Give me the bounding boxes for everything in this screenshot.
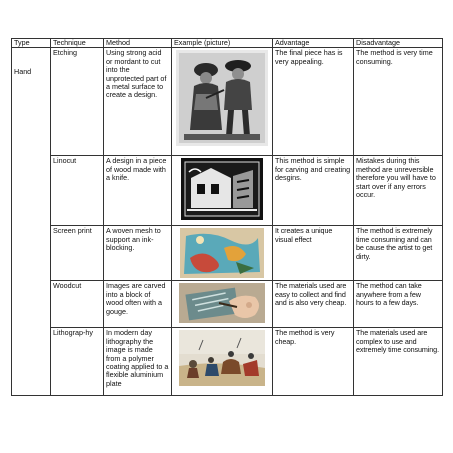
method-cell: In modern day lithography the image is made from a polymer coating applied to a flexible aluminium plate bbox=[104, 328, 172, 396]
technique-cell: Woodcut bbox=[51, 281, 104, 328]
table-row bbox=[12, 226, 443, 281]
technique-cell: Screen print bbox=[51, 226, 104, 281]
method-cell: Using strong acid or mordant to cut into the unprotected part of a metal surface to create a design. bbox=[104, 48, 172, 156]
advantage-cell: The final piece has is very appealing. bbox=[273, 48, 354, 156]
technique-cell: Etching bbox=[51, 48, 104, 156]
advantage-cell: The materials used are easy to collect and find and is also very cheap. bbox=[273, 281, 354, 328]
advantage-cell: It creates a unique visual effect bbox=[273, 226, 354, 281]
header-type: Type bbox=[12, 39, 51, 48]
header-disadvantage: Disadvantage bbox=[354, 39, 443, 48]
method-cell: A design in a piece of wood made with a knife. bbox=[104, 156, 172, 226]
method-cell: A woven mesh to support an ink-blocking. bbox=[104, 226, 172, 281]
example-cell bbox=[172, 281, 273, 328]
disadvantage-cell: The method can take anywhere from a few hours to a few days. bbox=[354, 281, 443, 328]
disadvantage-cell: The materials used are complex to use and extremely time consuming. bbox=[354, 328, 443, 396]
advantage-cell: This method is simple for carving and creating desgins. bbox=[273, 156, 354, 226]
advantage-cell: The method is very cheap. bbox=[273, 328, 354, 396]
disadvantage-cell: The method is extremely time consuming and can be cause the artist to get dirty. bbox=[354, 226, 443, 281]
example-cell bbox=[172, 328, 273, 396]
lithography-picture bbox=[179, 330, 265, 386]
technique-cell: Lithograp-hy bbox=[51, 328, 104, 396]
example-cell bbox=[172, 48, 273, 156]
screen-print-picture bbox=[180, 228, 264, 278]
example-cell bbox=[172, 226, 273, 281]
table-row bbox=[12, 48, 443, 156]
table-row bbox=[12, 156, 443, 226]
method-cell: Images are carved into a block of wood often with a gouge. bbox=[104, 281, 172, 328]
header-row bbox=[12, 39, 443, 48]
linocut-picture bbox=[181, 158, 263, 220]
etching-picture bbox=[176, 50, 268, 146]
header-method: Method bbox=[104, 39, 172, 48]
table-row bbox=[12, 281, 443, 328]
header-advantage: Advantage bbox=[273, 39, 354, 48]
disadvantage-cell: The method is very time consuming. bbox=[354, 48, 443, 156]
table-row bbox=[12, 328, 443, 396]
woodcut-picture bbox=[179, 283, 265, 323]
example-cell bbox=[172, 156, 273, 226]
disadvantage-cell: Mistakes during this method are unreversible therefore you will have to start over if any errors occur. bbox=[354, 156, 443, 226]
header-example: Example (picture) bbox=[172, 39, 273, 48]
technique-cell: Linocut bbox=[51, 156, 104, 226]
header-technique: Technique bbox=[51, 39, 104, 48]
type-cell: Hand bbox=[12, 48, 51, 396]
printmaking-table bbox=[11, 38, 443, 396]
